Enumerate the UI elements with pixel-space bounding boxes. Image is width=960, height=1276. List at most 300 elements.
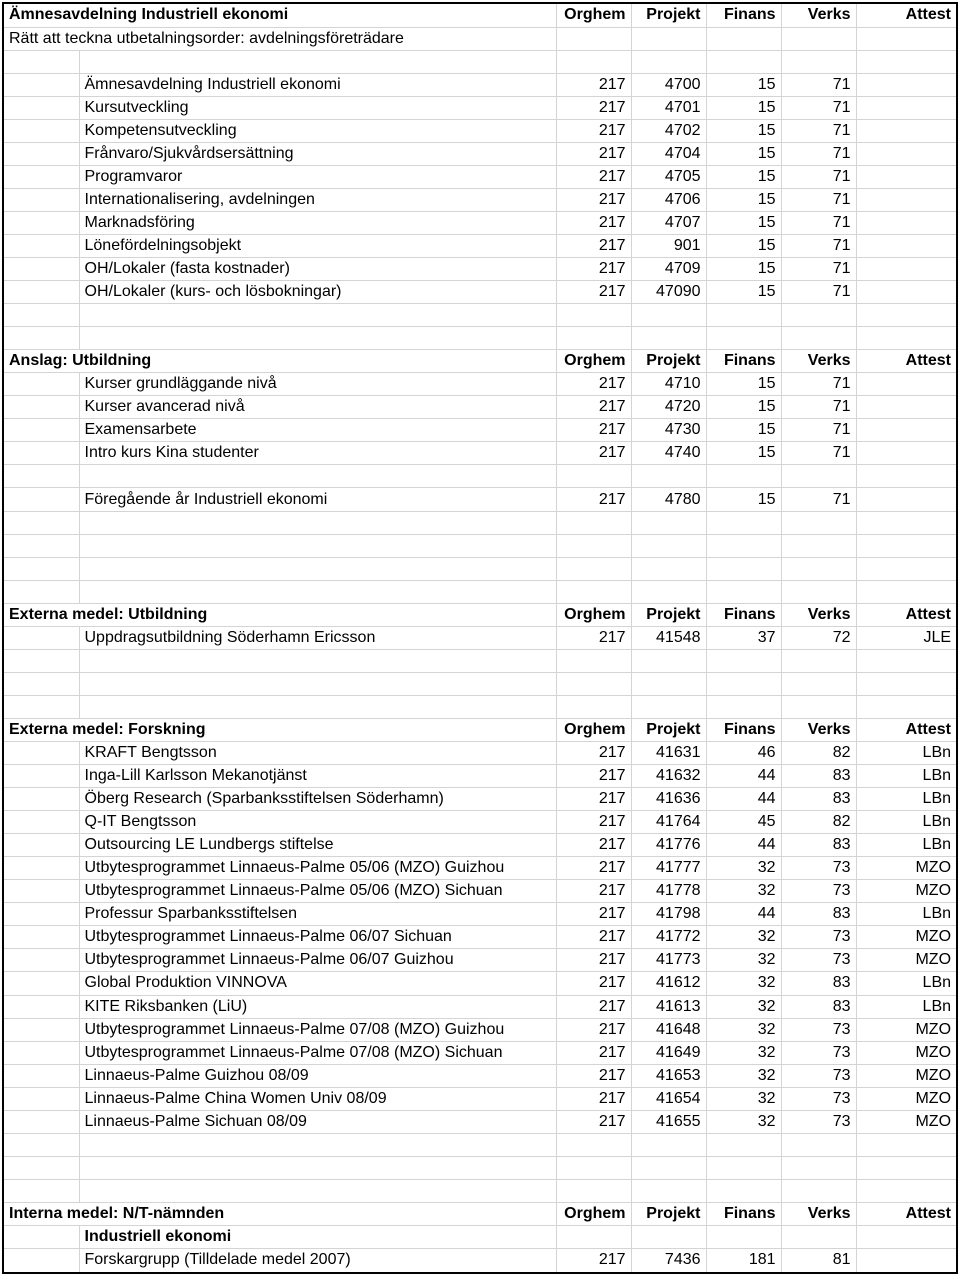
column-header-4[interactable]: Verks	[781, 350, 856, 373]
empty-cell[interactable]	[79, 557, 556, 580]
empty-cell[interactable]	[781, 557, 856, 580]
cell-attest[interactable]	[856, 1249, 956, 1272]
empty-cell[interactable]	[631, 557, 706, 580]
cell-verks[interactable]: 71	[781, 488, 856, 511]
empty-cell[interactable]	[4, 142, 79, 165]
empty-cell[interactable]	[856, 27, 956, 50]
empty-cell[interactable]	[856, 1156, 956, 1179]
empty-cell[interactable]	[856, 649, 956, 672]
cell-projekt[interactable]: 41648	[631, 1018, 706, 1041]
empty-cell[interactable]	[706, 534, 781, 557]
column-header-1[interactable]: Orghem	[556, 603, 631, 626]
empty-cell[interactable]	[79, 695, 556, 718]
empty-cell[interactable]	[856, 304, 956, 327]
empty-cell[interactable]	[79, 1133, 556, 1156]
cell-attest[interactable]: MZO	[856, 1110, 956, 1133]
cell-orghem[interactable]: 217	[556, 995, 631, 1018]
cell-projekt[interactable]: 4709	[631, 258, 706, 281]
cell-orghem[interactable]: 217	[556, 857, 631, 880]
empty-cell[interactable]	[631, 304, 706, 327]
cell-projekt[interactable]: 41636	[631, 788, 706, 811]
cell-verks[interactable]: 83	[781, 834, 856, 857]
cell-orghem[interactable]: 217	[556, 488, 631, 511]
cell-finans[interactable]: 32	[706, 995, 781, 1018]
empty-cell[interactable]	[556, 649, 631, 672]
column-header-3[interactable]: Finans	[706, 718, 781, 741]
column-header-4[interactable]: Verks	[781, 718, 856, 741]
column-header-3[interactable]: Finans	[706, 4, 781, 27]
cell-orghem[interactable]: 217	[556, 972, 631, 995]
empty-cell[interactable]	[4, 1110, 79, 1133]
empty-cell[interactable]	[856, 327, 956, 350]
column-header-4[interactable]: Verks	[781, 4, 856, 27]
cell-projekt[interactable]: 4700	[631, 73, 706, 96]
cell-projekt[interactable]: 41773	[631, 949, 706, 972]
empty-cell[interactable]	[4, 534, 79, 557]
cell-projekt[interactable]: 901	[631, 234, 706, 257]
cell-finans[interactable]: 15	[706, 165, 781, 188]
cell-orghem[interactable]: 217	[556, 811, 631, 834]
empty-cell[interactable]	[631, 50, 706, 73]
column-header-2[interactable]: Projekt	[631, 4, 706, 27]
cell-projekt[interactable]: 41798	[631, 903, 706, 926]
cell-verks[interactable]: 82	[781, 742, 856, 765]
empty-cell[interactable]	[706, 511, 781, 534]
empty-cell[interactable]	[706, 580, 781, 603]
section-title[interactable]: Anslag: Utbildning	[4, 350, 556, 373]
empty-cell[interactable]	[4, 234, 79, 257]
cell-attest[interactable]	[856, 442, 956, 465]
cell-verks[interactable]: 73	[781, 857, 856, 880]
empty-cell[interactable]	[556, 27, 631, 50]
empty-cell[interactable]	[556, 465, 631, 488]
empty-cell[interactable]	[556, 1133, 631, 1156]
cell-finans[interactable]: 32	[706, 880, 781, 903]
cell-projekt[interactable]: 4720	[631, 396, 706, 419]
empty-cell[interactable]	[706, 1225, 781, 1248]
row-name[interactable]: Föregående år Industriell ekonomi	[79, 488, 556, 511]
cell-projekt[interactable]: 41612	[631, 972, 706, 995]
cell-finans[interactable]: 15	[706, 234, 781, 257]
row-name[interactable]: Utbytesprogrammet Linnaeus-Palme 07/08 (MZO) Guizhou	[79, 1018, 556, 1041]
column-header-4[interactable]: Verks	[781, 603, 856, 626]
cell-projekt[interactable]: 4710	[631, 373, 706, 396]
empty-cell[interactable]	[781, 327, 856, 350]
row-name[interactable]: KITE Riksbanken (LiU)	[79, 995, 556, 1018]
empty-cell[interactable]	[856, 1133, 956, 1156]
row-name[interactable]: Uppdragsutbildning Söderhamn Ericsson	[79, 626, 556, 649]
column-header-1[interactable]: Orghem	[556, 350, 631, 373]
cell-attest[interactable]	[856, 396, 956, 419]
empty-cell[interactable]	[4, 73, 79, 96]
empty-cell[interactable]	[4, 1249, 79, 1272]
cell-projekt[interactable]: 4707	[631, 211, 706, 234]
cell-orghem[interactable]: 217	[556, 903, 631, 926]
empty-cell[interactable]	[4, 672, 79, 695]
cell-verks[interactable]: 71	[781, 73, 856, 96]
cell-attest[interactable]: MZO	[856, 1041, 956, 1064]
empty-cell[interactable]	[4, 972, 79, 995]
empty-cell[interactable]	[4, 50, 79, 73]
cell-finans[interactable]: 15	[706, 396, 781, 419]
empty-cell[interactable]	[4, 419, 79, 442]
row-name[interactable]: Frånvaro/Sjukvårdsersättning	[79, 142, 556, 165]
cell-attest[interactable]	[856, 119, 956, 142]
column-header-1[interactable]: Orghem	[556, 4, 631, 27]
cell-verks[interactable]: 71	[781, 188, 856, 211]
empty-cell[interactable]	[706, 27, 781, 50]
cell-orghem[interactable]: 217	[556, 211, 631, 234]
cell-attest[interactable]: LBn	[856, 765, 956, 788]
cell-finans[interactable]: 32	[706, 926, 781, 949]
empty-cell[interactable]	[79, 580, 556, 603]
empty-cell[interactable]	[856, 695, 956, 718]
column-header-5[interactable]: Attest	[856, 603, 956, 626]
cell-verks[interactable]: 73	[781, 1018, 856, 1041]
cell-orghem[interactable]: 217	[556, 442, 631, 465]
empty-cell[interactable]	[4, 396, 79, 419]
empty-cell[interactable]	[4, 811, 79, 834]
cell-attest[interactable]	[856, 73, 956, 96]
empty-cell[interactable]	[4, 580, 79, 603]
empty-cell[interactable]	[706, 557, 781, 580]
column-header-2[interactable]: Projekt	[631, 350, 706, 373]
cell-attest[interactable]	[856, 211, 956, 234]
empty-cell[interactable]	[856, 511, 956, 534]
empty-cell[interactable]	[4, 511, 79, 534]
empty-cell[interactable]	[781, 534, 856, 557]
cell-orghem[interactable]: 217	[556, 396, 631, 419]
cell-attest[interactable]: MZO	[856, 926, 956, 949]
empty-cell[interactable]	[4, 1041, 79, 1064]
empty-cell[interactable]	[556, 534, 631, 557]
cell-projekt[interactable]: 7436	[631, 1249, 706, 1272]
empty-cell[interactable]	[4, 788, 79, 811]
row-name[interactable]: Utbytesprogrammet Linnaeus-Palme 06/07 Sichuan	[79, 926, 556, 949]
cell-orghem[interactable]: 217	[556, 1087, 631, 1110]
empty-cell[interactable]	[781, 580, 856, 603]
empty-cell[interactable]	[781, 1179, 856, 1202]
empty-cell[interactable]	[631, 27, 706, 50]
empty-cell[interactable]	[556, 50, 631, 73]
empty-cell[interactable]	[706, 672, 781, 695]
cell-finans[interactable]: 15	[706, 373, 781, 396]
empty-cell[interactable]	[706, 50, 781, 73]
empty-cell[interactable]	[4, 1156, 79, 1179]
empty-cell[interactable]	[706, 327, 781, 350]
cell-finans[interactable]: 32	[706, 1018, 781, 1041]
cell-projekt[interactable]: 4702	[631, 119, 706, 142]
empty-cell[interactable]	[79, 1179, 556, 1202]
row-name[interactable]: Utbytesprogrammet Linnaeus-Palme 05/06 (MZO) Sichuan	[79, 880, 556, 903]
cell-orghem[interactable]: 217	[556, 373, 631, 396]
cell-finans[interactable]: 15	[706, 119, 781, 142]
cell-verks[interactable]: 71	[781, 119, 856, 142]
empty-cell[interactable]	[556, 695, 631, 718]
empty-cell[interactable]	[706, 465, 781, 488]
cell-finans[interactable]: 32	[706, 1087, 781, 1110]
row-name[interactable]: Forskargrupp (Tilldelade medel 2007)	[79, 1249, 556, 1272]
cell-projekt[interactable]: 4740	[631, 442, 706, 465]
empty-cell[interactable]	[556, 1156, 631, 1179]
empty-cell[interactable]	[79, 465, 556, 488]
cell-finans[interactable]: 15	[706, 73, 781, 96]
column-header-1[interactable]: Orghem	[556, 1202, 631, 1225]
cell-verks[interactable]: 83	[781, 995, 856, 1018]
cell-finans[interactable]: 15	[706, 142, 781, 165]
cell-verks[interactable]: 71	[781, 442, 856, 465]
cell-verks[interactable]: 73	[781, 949, 856, 972]
cell-verks[interactable]: 81	[781, 1249, 856, 1272]
column-header-5[interactable]: Attest	[856, 1202, 956, 1225]
row-name[interactable]: Kompetensutveckling	[79, 119, 556, 142]
column-header-3[interactable]: Finans	[706, 603, 781, 626]
cell-orghem[interactable]: 217	[556, 258, 631, 281]
empty-cell[interactable]	[781, 649, 856, 672]
cell-attest[interactable]: LBn	[856, 834, 956, 857]
cell-projekt[interactable]: 4704	[631, 142, 706, 165]
row-name[interactable]: Ämnesavdelning Industriell ekonomi	[79, 73, 556, 96]
empty-cell[interactable]	[4, 442, 79, 465]
empty-cell[interactable]	[781, 465, 856, 488]
cell-finans[interactable]: 44	[706, 788, 781, 811]
cell-orghem[interactable]: 217	[556, 73, 631, 96]
cell-finans[interactable]: 32	[706, 1041, 781, 1064]
cell-finans[interactable]: 15	[706, 419, 781, 442]
empty-cell[interactable]	[781, 695, 856, 718]
cell-orghem[interactable]: 217	[556, 1249, 631, 1272]
subheading-cell[interactable]: Industriell ekonomi	[79, 1225, 556, 1248]
cell-attest[interactable]	[856, 373, 956, 396]
section-title[interactable]: Interna medel: N/T-nämnden	[4, 1202, 556, 1225]
empty-cell[interactable]	[856, 1179, 956, 1202]
row-name[interactable]: Inga-Lill Karlsson Mekanotjänst	[79, 765, 556, 788]
column-header-2[interactable]: Projekt	[631, 603, 706, 626]
row-name[interactable]: Outsourcing LE Lundbergs stiftelse	[79, 834, 556, 857]
cell-projekt[interactable]: 4730	[631, 419, 706, 442]
empty-cell[interactable]	[4, 188, 79, 211]
cell-attest[interactable]	[856, 258, 956, 281]
row-name[interactable]: Q-IT Bengtsson	[79, 811, 556, 834]
cell-verks[interactable]: 71	[781, 234, 856, 257]
empty-cell[interactable]	[631, 1179, 706, 1202]
empty-cell[interactable]	[79, 649, 556, 672]
empty-cell[interactable]	[631, 672, 706, 695]
cell-attest[interactable]	[856, 142, 956, 165]
column-header-3[interactable]: Finans	[706, 1202, 781, 1225]
section-title[interactable]: Externa medel: Utbildning	[4, 603, 556, 626]
row-name[interactable]: Marknadsföring	[79, 211, 556, 234]
section-title[interactable]: Ämnesavdelning Industriell ekonomi	[9, 6, 289, 24]
cell-verks[interactable]: 71	[781, 211, 856, 234]
cell-orghem[interactable]: 217	[556, 926, 631, 949]
cell-verks[interactable]: 73	[781, 1041, 856, 1064]
cell-finans[interactable]: 15	[706, 281, 781, 304]
cell-finans[interactable]: 32	[706, 857, 781, 880]
column-header-2[interactable]: Projekt	[631, 718, 706, 741]
cell-projekt[interactable]: 41655	[631, 1110, 706, 1133]
empty-cell[interactable]	[4, 880, 79, 903]
cell-verks[interactable]: 71	[781, 419, 856, 442]
empty-cell[interactable]	[781, 50, 856, 73]
cell-orghem[interactable]: 217	[556, 119, 631, 142]
cell-attest[interactable]: MZO	[856, 949, 956, 972]
empty-cell[interactable]	[631, 1225, 706, 1248]
cell-orghem[interactable]: 217	[556, 419, 631, 442]
cell-orghem[interactable]: 217	[556, 165, 631, 188]
empty-cell[interactable]	[856, 1225, 956, 1248]
row-name[interactable]: Utbytesprogrammet Linnaeus-Palme 05/06 (MZO) Guizhou	[79, 857, 556, 880]
empty-cell[interactable]	[706, 1179, 781, 1202]
cell-orghem[interactable]: 217	[556, 742, 631, 765]
cell-orghem[interactable]: 217	[556, 1064, 631, 1087]
cell-attest[interactable]	[856, 188, 956, 211]
empty-cell[interactable]	[4, 926, 79, 949]
cell-projekt[interactable]: 41613	[631, 995, 706, 1018]
empty-cell[interactable]	[556, 304, 631, 327]
cell-attest[interactable]: MZO	[856, 1087, 956, 1110]
row-name[interactable]: Internationalisering, avdelningen	[79, 188, 556, 211]
cell-verks[interactable]: 83	[781, 788, 856, 811]
empty-cell[interactable]	[4, 1064, 79, 1087]
empty-cell[interactable]	[856, 534, 956, 557]
empty-cell[interactable]	[631, 649, 706, 672]
cell-attest[interactable]: LBn	[856, 972, 956, 995]
empty-cell[interactable]	[781, 672, 856, 695]
empty-cell[interactable]	[556, 511, 631, 534]
row-name[interactable]: Kursutveckling	[79, 96, 556, 119]
empty-cell[interactable]	[4, 557, 79, 580]
empty-cell[interactable]	[706, 649, 781, 672]
empty-cell[interactable]	[4, 695, 79, 718]
cell-attest[interactable]: LBn	[856, 995, 956, 1018]
cell-projekt[interactable]: 4701	[631, 96, 706, 119]
row-name[interactable]: Intro kurs Kina studenter	[79, 442, 556, 465]
empty-cell[interactable]	[631, 534, 706, 557]
empty-cell[interactable]	[631, 695, 706, 718]
cell-finans[interactable]: 32	[706, 1110, 781, 1133]
empty-cell[interactable]	[79, 534, 556, 557]
empty-cell[interactable]	[556, 557, 631, 580]
empty-cell[interactable]	[4, 626, 79, 649]
row-name[interactable]: Lönefördelningsobjekt	[79, 234, 556, 257]
row-name[interactable]: Programvaror	[79, 165, 556, 188]
empty-cell[interactable]	[4, 96, 79, 119]
empty-cell[interactable]	[4, 281, 79, 304]
cell-verks[interactable]: 73	[781, 880, 856, 903]
cell-projekt[interactable]: 41764	[631, 811, 706, 834]
row-name[interactable]: KRAFT Bengtsson	[79, 742, 556, 765]
column-header-5[interactable]: Attest	[856, 718, 956, 741]
empty-cell[interactable]	[706, 304, 781, 327]
cell-verks[interactable]: 83	[781, 903, 856, 926]
row-name[interactable]: OH/Lokaler (fasta kostnader)	[79, 258, 556, 281]
cell-attest[interactable]: LBn	[856, 788, 956, 811]
empty-cell[interactable]	[556, 1225, 631, 1248]
empty-cell[interactable]	[4, 903, 79, 926]
cell-verks[interactable]: 71	[781, 258, 856, 281]
empty-cell[interactable]	[79, 511, 556, 534]
row-name[interactable]: Linnaeus-Palme China Women Univ 08/09	[79, 1087, 556, 1110]
empty-cell[interactable]	[4, 1018, 79, 1041]
empty-cell[interactable]	[631, 1156, 706, 1179]
row-name[interactable]: Professur Sparbanksstiftelsen	[79, 903, 556, 926]
empty-cell[interactable]	[556, 580, 631, 603]
cell-verks[interactable]: 71	[781, 165, 856, 188]
cell-projekt[interactable]: 47090	[631, 281, 706, 304]
cell-finans[interactable]: 44	[706, 834, 781, 857]
cell-finans[interactable]: 32	[706, 949, 781, 972]
cell-verks[interactable]: 83	[781, 972, 856, 995]
text-cell[interactable]: Rätt att teckna utbetalningsorder: avdelningsföreträdare	[4, 27, 556, 50]
row-name[interactable]: Examensarbete	[79, 419, 556, 442]
cell-orghem[interactable]: 217	[556, 834, 631, 857]
empty-cell[interactable]	[4, 949, 79, 972]
empty-cell[interactable]	[4, 1179, 79, 1202]
empty-cell[interactable]	[4, 488, 79, 511]
empty-cell[interactable]	[781, 27, 856, 50]
empty-cell[interactable]	[706, 1156, 781, 1179]
cell-projekt[interactable]: 41778	[631, 880, 706, 903]
cell-orghem[interactable]: 217	[556, 96, 631, 119]
cell-finans[interactable]: 15	[706, 442, 781, 465]
cell-finans[interactable]: 15	[706, 188, 781, 211]
cell-verks[interactable]: 82	[781, 811, 856, 834]
cell-finans[interactable]: 37	[706, 626, 781, 649]
empty-cell[interactable]	[631, 580, 706, 603]
cell-projekt[interactable]: 41631	[631, 742, 706, 765]
cell-attest[interactable]: MZO	[856, 857, 956, 880]
empty-cell[interactable]	[4, 742, 79, 765]
cell-projekt[interactable]: 41772	[631, 926, 706, 949]
empty-cell[interactable]	[781, 1156, 856, 1179]
cell-projekt[interactable]: 41777	[631, 857, 706, 880]
cell-projekt[interactable]: 41548	[631, 626, 706, 649]
cell-verks[interactable]: 73	[781, 1064, 856, 1087]
empty-cell[interactable]	[79, 304, 556, 327]
cell-projekt[interactable]: 41632	[631, 765, 706, 788]
cell-verks[interactable]: 71	[781, 396, 856, 419]
cell-attest[interactable]: JLE	[856, 626, 956, 649]
empty-cell[interactable]	[79, 1156, 556, 1179]
cell-projekt[interactable]: 41649	[631, 1041, 706, 1064]
empty-cell[interactable]	[4, 649, 79, 672]
empty-cell[interactable]	[781, 1133, 856, 1156]
cell-orghem[interactable]: 217	[556, 1110, 631, 1133]
cell-orghem[interactable]: 217	[556, 234, 631, 257]
empty-cell[interactable]	[4, 165, 79, 188]
empty-cell[interactable]	[856, 580, 956, 603]
cell-verks[interactable]: 73	[781, 1110, 856, 1133]
cell-finans[interactable]: 15	[706, 211, 781, 234]
empty-cell[interactable]	[4, 327, 79, 350]
cell-orghem[interactable]: 217	[556, 880, 631, 903]
cell-attest[interactable]: MZO	[856, 880, 956, 903]
cell-finans[interactable]: 44	[706, 903, 781, 926]
row-name[interactable]: Utbytesprogrammet Linnaeus-Palme 06/07 Guizhou	[79, 949, 556, 972]
cell-finans[interactable]: 15	[706, 488, 781, 511]
cell-attest[interactable]	[856, 234, 956, 257]
cell-finans[interactable]: 15	[706, 96, 781, 119]
empty-cell[interactable]	[631, 511, 706, 534]
column-header-4[interactable]: Verks	[781, 1202, 856, 1225]
cell-orghem[interactable]: 217	[556, 765, 631, 788]
cell-projekt[interactable]: 41653	[631, 1064, 706, 1087]
row-name[interactable]: OH/Lokaler (kurs- och lösbokningar)	[79, 281, 556, 304]
cell-orghem[interactable]: 217	[556, 281, 631, 304]
empty-cell[interactable]	[79, 50, 556, 73]
row-name[interactable]: Öberg Research (Sparbanksstiftelsen Söderhamn)	[79, 788, 556, 811]
